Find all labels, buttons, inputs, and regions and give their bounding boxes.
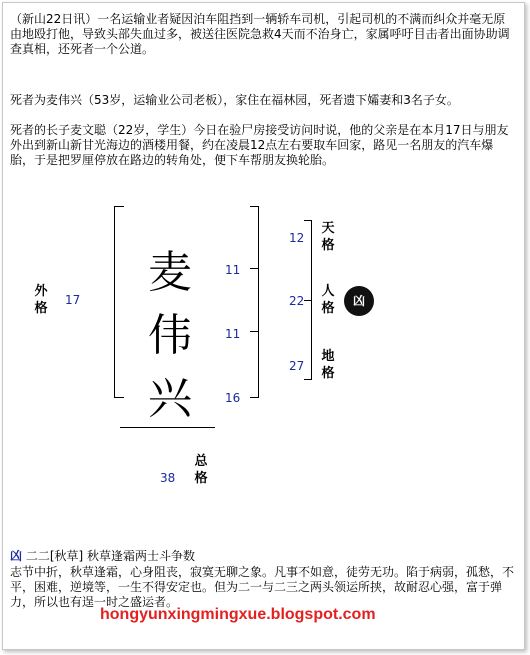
tian-value: 12: [289, 231, 305, 245]
left-bracket-bottom: [114, 397, 124, 398]
ren-value: 22: [289, 294, 305, 308]
name-char-3: 兴: [148, 373, 192, 424]
far-right-top: [304, 220, 312, 221]
di-bracket: [258, 331, 259, 398]
name-char-1: 麦: [148, 247, 192, 298]
tian-bracket-top: [250, 206, 259, 207]
verdict-tag: 凶: [10, 549, 23, 563]
tian-bracket: [258, 206, 259, 269]
far-right-mid: [304, 300, 312, 301]
verdict-title: 二二[秋草] 秋草逢霜两士斗争数: [22, 549, 196, 563]
di-bracket-bottom: [250, 397, 259, 398]
article-paragraph-1: （新山22日讯）一名运输业者疑因泊车阻挡到一辆轿车司机，引起司机的不满而纠众并毫无原由地殴打他，导致头部失血过多，被送往医院急救4天而不治身亡，家属呼吁目击者出面协助调查真相，还死者一个公道。: [10, 12, 510, 56]
zong-label: 总格: [194, 454, 208, 486]
stroke-count-3: 16: [225, 391, 241, 405]
left-bracket-line: [114, 206, 115, 398]
far-right-bottom: [304, 379, 312, 380]
stroke-count-2: 11: [225, 327, 241, 341]
verdict-line: [10, 549, 195, 564]
stroke-count-1: 11: [225, 263, 241, 277]
article-paragraph-2: 死者为麦伟兴（53岁，运输业公司老板），家住在福林园，死者遗下孀妻和3名子女。: [10, 93, 459, 107]
verdict-text: 志节中折，秋草逢霜，心身阻丧，寂寞无聊之象。凡事不如意，徒劳无功。陷于病弱，孤愁，不平，困难，逆境等，一生不得安定也。但为二一与二三之两头领运所挟，故耐忍心强，富于弹力，所以也有逞一时之盛运者。: [10, 565, 515, 609]
name-underline: [120, 427, 215, 428]
left-bracket-top: [114, 206, 124, 207]
watermark: hongyunxingmingxue.blogspot.com: [100, 606, 376, 623]
ren-label: 人格: [321, 284, 335, 316]
outer-label: 外格: [34, 284, 48, 316]
article-paragraph-3: 死者的长子麦文聪（22岁，学生）今日在验尸房接受访问时说，他的父亲是在本月17日与朋友外出到新山新甘光海边的酒楼用餐，约在凌晨12点左右要取车回家，路见一名朋友的汽车爆胎，于是把罗厘停放在路边的转角处，便下车帮朋友换轮胎。: [10, 123, 509, 167]
name-char-2: 伟: [148, 310, 192, 361]
di-label: 地格: [321, 349, 335, 381]
ren-bracket: [258, 268, 259, 332]
fortune-badge: 凶: [344, 286, 374, 316]
tian-label: 天格: [321, 221, 335, 253]
zong-value: 38: [160, 471, 176, 485]
di-value: 27: [289, 359, 305, 373]
outer-value: 17: [65, 293, 81, 307]
